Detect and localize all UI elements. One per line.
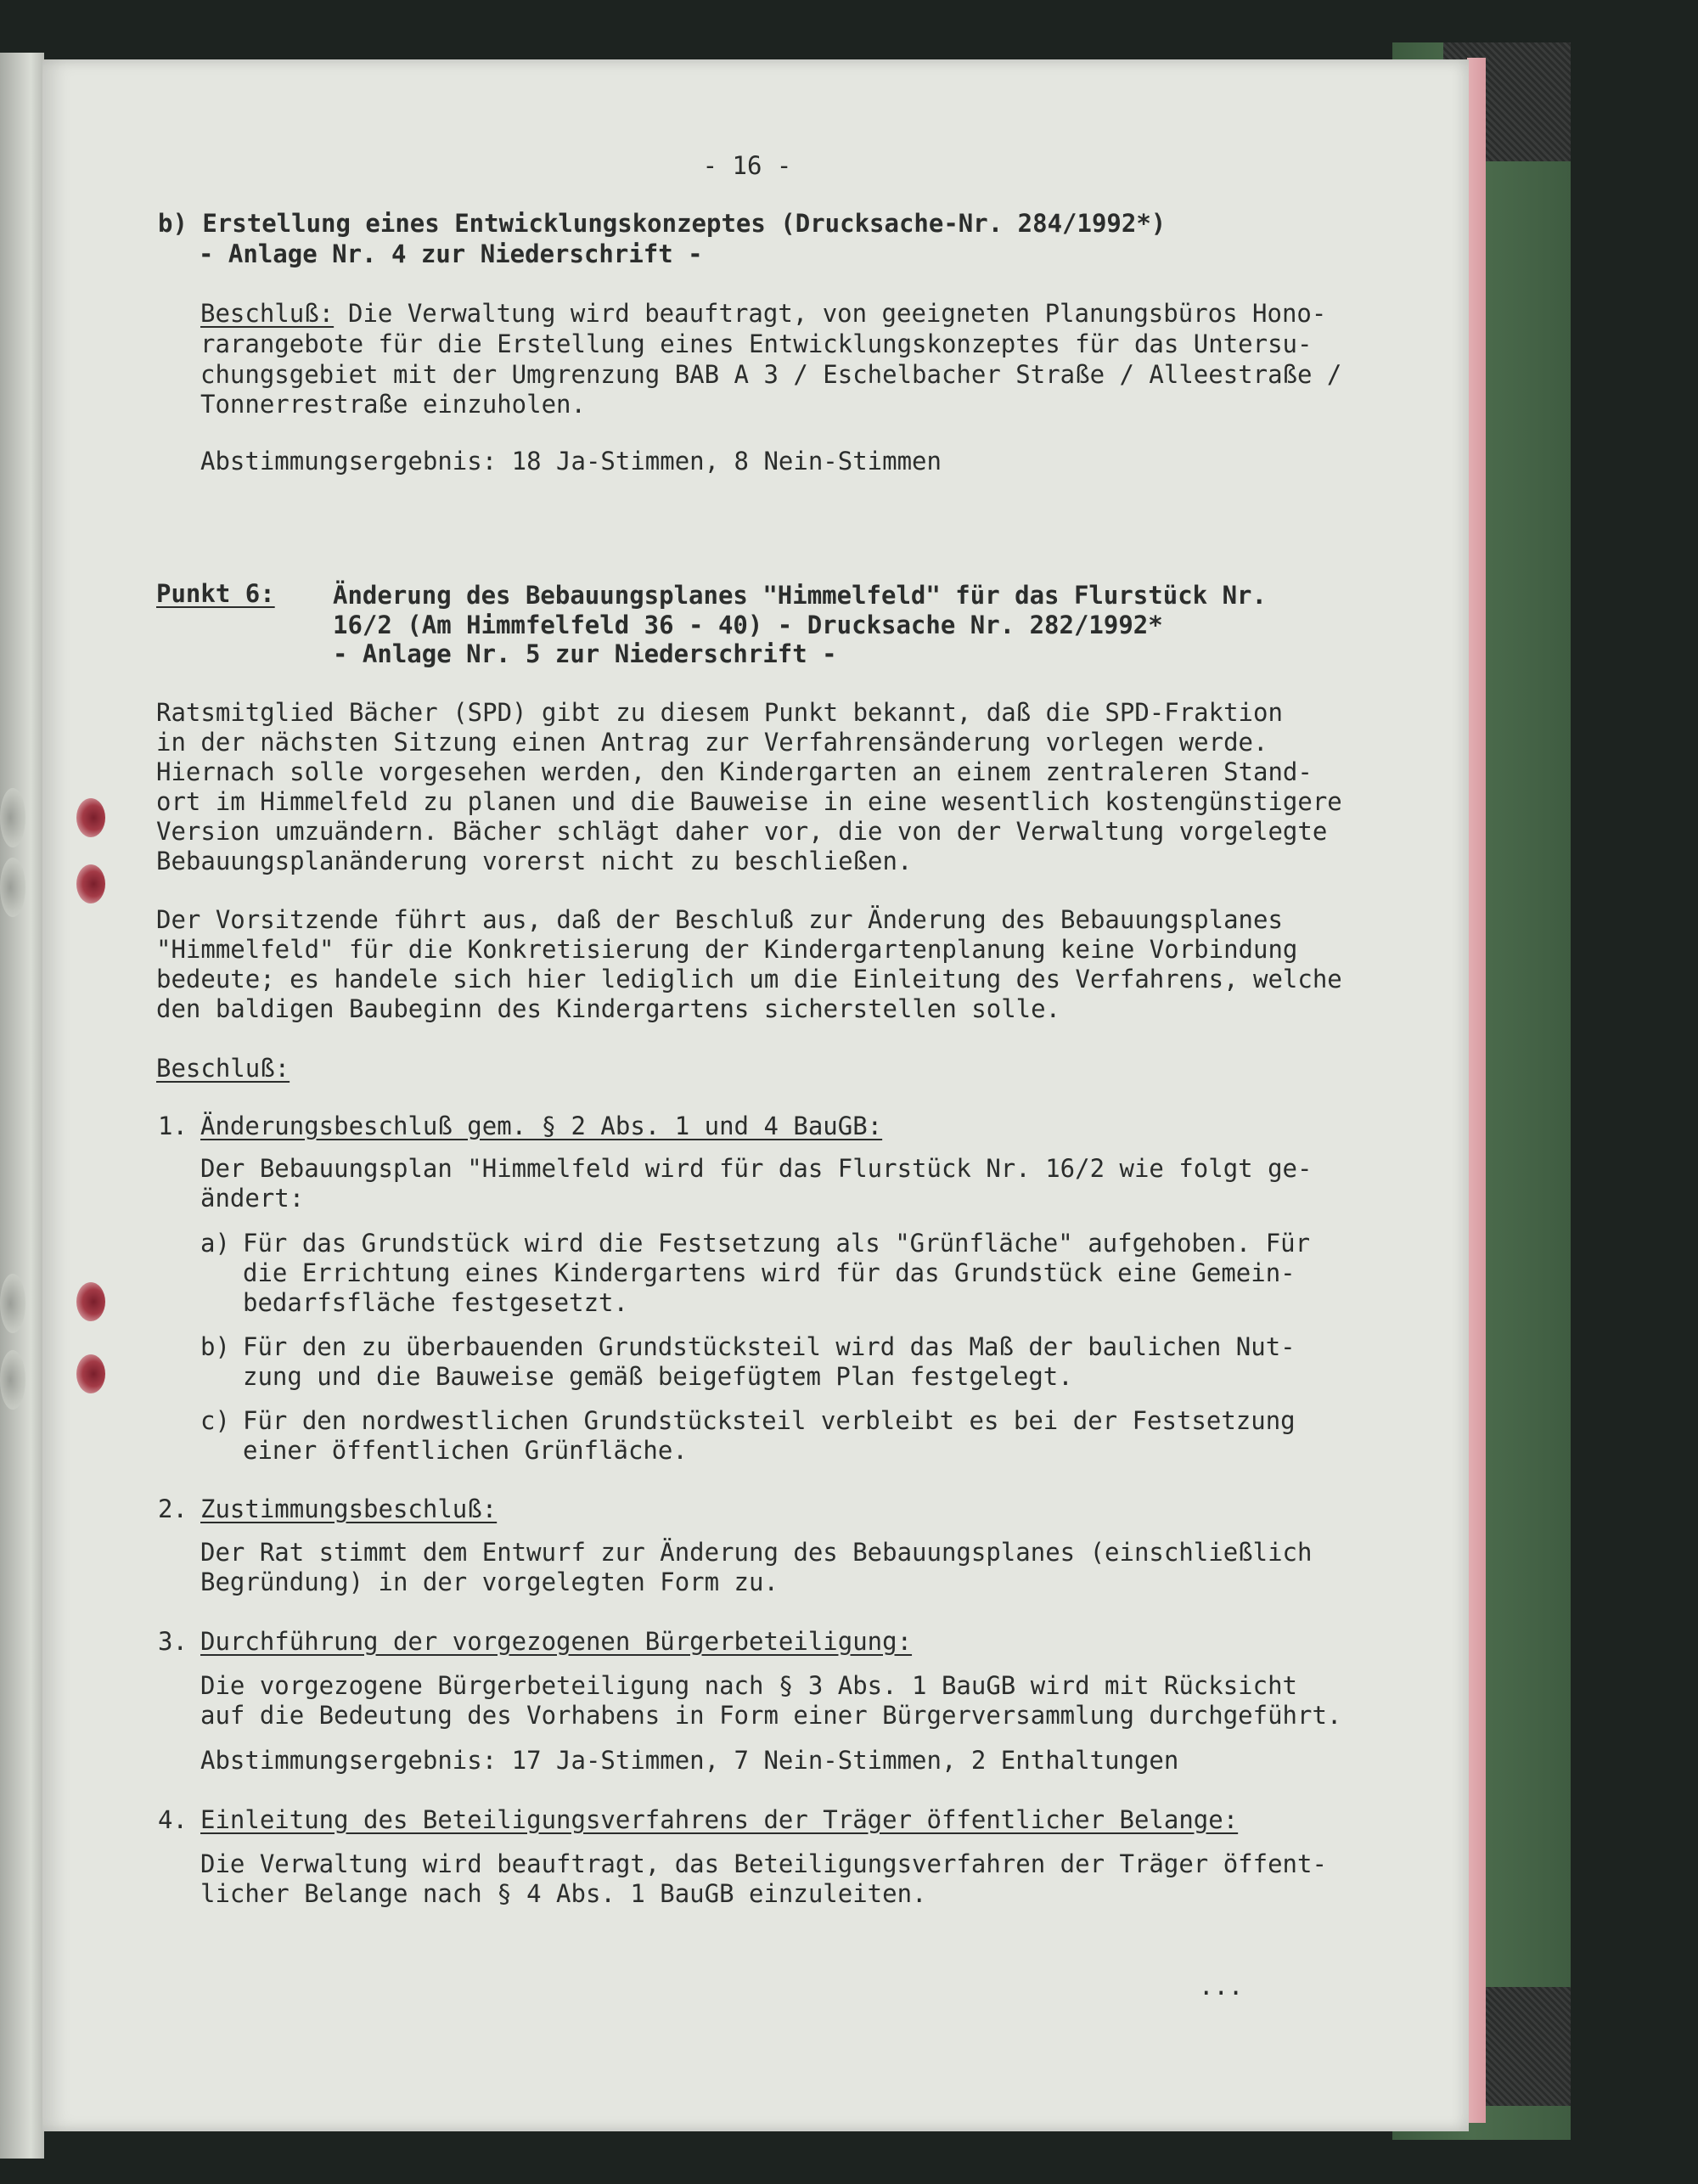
binder-ring [0,1350,25,1410]
section-b-text-line: rarangebote für die Erstellung eines Entwicklungskonzeptes für das Untersu- [200,329,1313,358]
punkt6-annex: - Anlage Nr. 5 zur Niederschrift - [333,639,837,668]
item2-line: Begründung) in der vorgelegten Form zu. [200,1568,779,1596]
item1-b-label: b) [200,1332,230,1361]
item2-heading: Zustimmungsbeschluß: [200,1494,498,1523]
continuation-mark: ... [1199,1972,1244,2001]
stacked-page-edge [1467,58,1486,2123]
section-b-heading: b) Erstellung eines Entwicklungskonzeptes (Drucksache-Nr. 284/1992*) [158,209,1167,238]
binder-ring [0,1274,25,1333]
item1-c-line: einer öffentlichen Grünfläche. [243,1436,688,1465]
section-b-text-line: Tonnerrestraße einzuholen. [200,390,586,419]
binder-ring [0,858,25,917]
item2-number: 2. [158,1494,188,1523]
section-b-vote: Abstimmungsergebnis: 18 Ja-Stimmen, 8 Nein-Stimmen [200,447,942,476]
item1-c-line: Für den nordwestlichen Grundstücksteil verbleibt es bei der Festsetzung [243,1406,1296,1435]
item1-a-line: die Errichtung eines Kindergartens wird für das Grundstück eine Gemein- [243,1258,1296,1287]
item1-number: 1. [158,1112,188,1140]
para1-line: Bebauungsplanänderung vorerst nicht zu beschließen. [156,847,913,875]
item3-heading: Durchführung der vorgezogenen Bürgerbeteiligung: [200,1627,913,1656]
section-b-annex: - Anlage Nr. 4 zur Niederschrift - [199,239,703,268]
punkt6-label: Punkt 6: [156,579,275,608]
para1-line: in der nächsten Sitzung einen Antrag zur Verfahrensänderung vorlegen werde. [156,728,1268,757]
facing-page-edge [0,53,44,2159]
item3-number: 3. [158,1627,188,1656]
para1-line: Ratsmitglied Bächer (SPD) gibt zu diesem Punkt bekannt, daß die SPD-Fraktion [156,698,1283,727]
item4-number: 4. [158,1805,188,1834]
punch-hole [76,798,105,837]
para2-line: bedeute; es handele sich hier lediglich um die Einleitung des Verfahrens, welche [156,965,1342,993]
binder-ring [0,788,25,847]
para2-line: Der Vorsitzende führt aus, daß der Beschluß zur Änderung des Bebauungsplanes [156,905,1283,934]
item1-a-line: bedarfsfläche festgesetzt. [243,1288,628,1317]
item1-text-line: ändert: [200,1184,305,1213]
item1-c-label: c) [200,1406,230,1435]
para1-line: ort im Himmelfeld zu planen und die Bauweise in eine wesentlich kostengünstigere [156,787,1342,816]
item4-line: Die Verwaltung wird beauftragt, das Beteiligungsverfahren der Träger öffent- [200,1849,1327,1878]
para2-line: den baldigen Baubeginn des Kindergartens sicherstellen solle. [156,994,1061,1023]
item2-line: Der Rat stimmt dem Entwurf zur Änderung des Bebauungsplanes (einschließlich [200,1538,1313,1567]
punch-hole [76,1282,105,1321]
para1-line: Version umzuändern. Bächer schlägt daher vor, die von der Verwaltung vorgelegte [156,817,1328,846]
punkt6-beschluss-label: Beschluß: [156,1054,290,1083]
para2-line: "Himmelfeld" für die Konkretisierung der Kindergartenplanung keine Vorbindung [156,935,1298,964]
item4-heading: Einleitung des Beteiligungsverfahrens der Träger öffentlicher Belange: [200,1805,1239,1834]
punch-hole [76,864,105,903]
item4-line: licher Belange nach § 4 Abs. 1 BauGB einzuleiten. [200,1879,927,1908]
punkt6-title-line: 16/2 (Am Himmfelfeld 36 - 40) - Drucksache Nr. 282/1992* [333,611,1163,639]
item1-b-line: zung und die Bauweise gemäß beigefügtem Plan festgelegt. [243,1362,1073,1391]
item1-text-line: Der Bebauungsplan "Himmelfeld wird für das Flurstück Nr. 16/2 wie folgt ge- [200,1154,1313,1183]
punkt6-title-line: Änderung des Bebauungsplanes "Himmelfeld" für das Flurstück Nr. [333,581,1267,610]
item1-heading: Änderungsbeschluß gem. § 2 Abs. 1 und 4 BauGB: [200,1112,883,1140]
section-b-beschluss-label: Beschluß: [200,299,335,328]
section-b-text-line: Die Verwaltung wird beauftragt, von geeigneten Planungsbüros Hono- [348,299,1327,328]
item3-line: auf die Bedeutung des Vorhabens in Form einer Bürgerversammlung durchgeführt. [200,1701,1342,1730]
item1-a-line: Für das Grundstück wird die Festsetzung als "Grünfläche" aufgehoben. Für [243,1229,1311,1258]
item1-b-line: Für den zu überbauenden Grundstücksteil wird das Maß der baulichen Nut- [243,1332,1296,1361]
item3-vote: Abstimmungsergebnis: 17 Ja-Stimmen, 7 Nein-Stimmen, 2 Enthaltungen [200,1746,1179,1775]
section-b-text-line: chungsgebiet mit der Umgrenzung BAB A 3 / Eschelbacher Straße / Alleestraße / [200,360,1342,389]
para1-line: Hiernach solle vorgesehen werden, den Kindergarten an einem zentraleren Stand- [156,757,1313,786]
punch-hole [76,1354,105,1393]
page-number: - 16 - [702,151,792,180]
item1-a-label: a) [200,1229,230,1258]
item3-line: Die vorgezogene Bürgerbeteiligung nach § 3 Abs. 1 BauGB wird mit Rücksicht [200,1671,1298,1700]
